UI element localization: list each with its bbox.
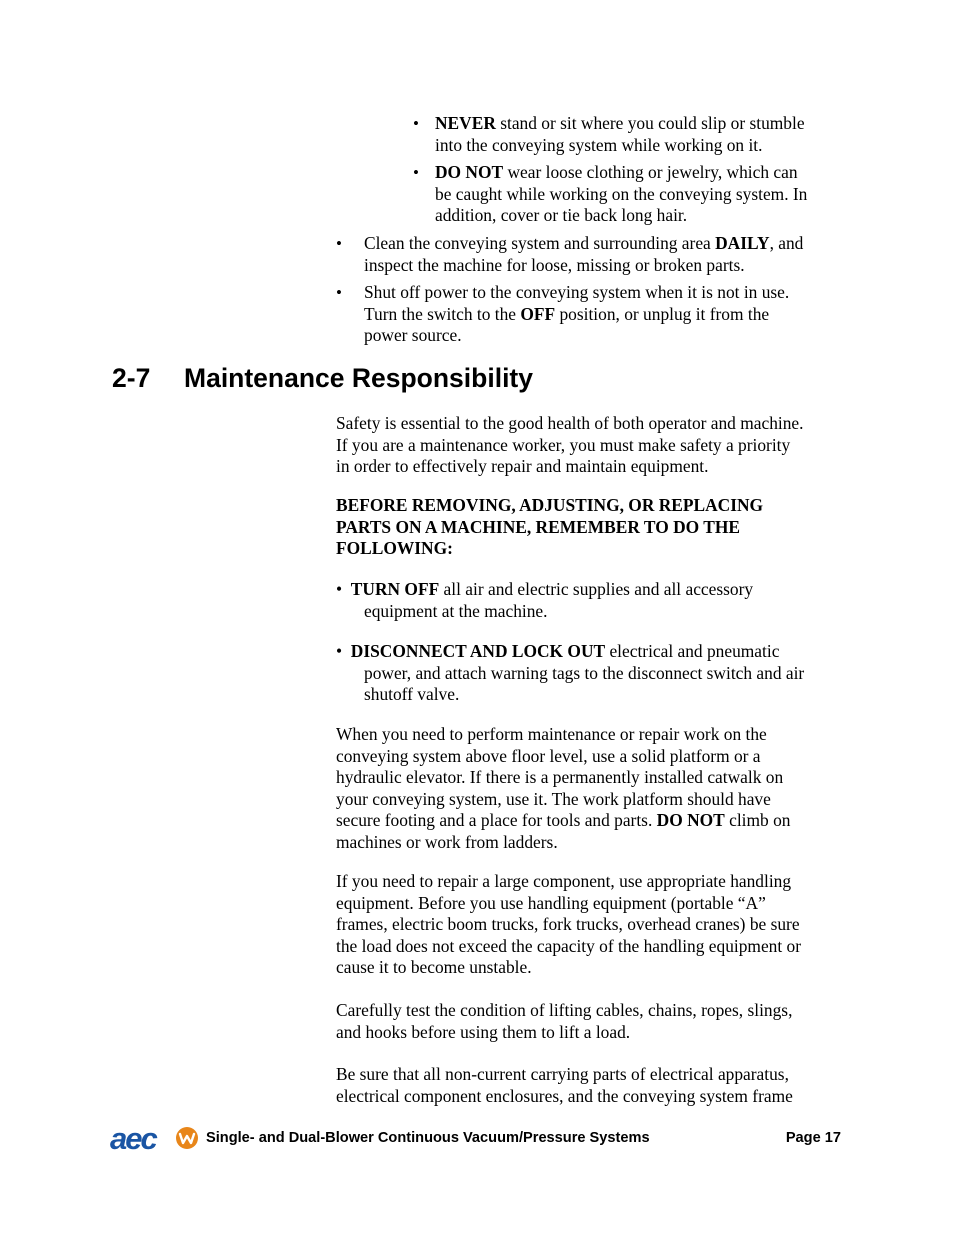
footer-title: Single- and Dual-Blower Continuous Vacuum/Pressure Systems xyxy=(206,1130,650,1146)
logo-text: aec xyxy=(110,1122,156,1156)
platform-paragraph: When you need to perform maintenance or repair work on the conveying system above floor level, use a solid platform or a hydraulic elevator. If there is a permanently installed catwalk on your conveying system, use it. The work platform should have secure footing and a place for tools and parts. DO NOT climb on machines or work from ladders. xyxy=(336,724,791,852)
list-item: • NEVER stand or sit where you could slip or stumble into the conveying system while working on it. xyxy=(413,113,805,155)
nested-bullet-list xyxy=(413,113,855,227)
list-item: • Shut off power to the conveying system when it is not in use. Turn the switch to the OFF position, or unplug it from the power source. xyxy=(336,282,790,346)
bullet-icon: • xyxy=(336,283,342,302)
section-number: 2-7 xyxy=(112,363,151,393)
page-footer xyxy=(110,1122,845,1158)
bullet-icon: • xyxy=(336,641,351,661)
caution-heading: BEFORE REMOVING, ADJUSTING, OR REPLACING PARTS ON A MACHINE, REMEMBER TO DO THE FOLLOWING: xyxy=(336,495,764,559)
step-bullet-lock-out: • DISCONNECT AND LOCK OUT electrical and pneumatic power, and attach warning tags to the disconnect switch and air shutoff valve. xyxy=(336,641,805,705)
aec-logo xyxy=(110,1122,206,1156)
electrical-paragraph: Be sure that all non-current carrying parts of electrical apparatus, electrical component enclosures, and the conveying system frame xyxy=(336,1064,793,1106)
safety-bullet-list xyxy=(336,233,854,347)
page-number: Page 17 xyxy=(785,1130,841,1146)
bullet-icon: • xyxy=(336,579,351,599)
bullet-icon: • xyxy=(413,163,419,182)
step-bullet-turn-off: • TURN OFF all air and electric supplies and all accessory equipment at the machine. xyxy=(336,579,754,621)
list-item: • DO NOT wear loose clothing or jewelry, which can be caught while working on the conveying system. In addition, cover or tie back long hair. xyxy=(413,162,808,226)
bold-warning: DO NOT xyxy=(435,162,504,182)
bold-warning: NEVER xyxy=(435,113,496,133)
list-item: • Clean the conveying system and surrounding area DAILY, and inspect the machine for loose, missing or broken parts. xyxy=(336,233,804,275)
handling-paragraph: If you need to repair a large component, use appropriate handling equipment. Before you use handling equipment (portable “A” frames, electric boom trucks, fork trucks, overhead cranes) be sure the load does not exceed the capacity of the handling equipment or cause it to become unstable. xyxy=(336,871,802,978)
section-heading xyxy=(112,360,533,396)
section-title: Maintenance Responsibility xyxy=(184,363,533,393)
bullet-icon: • xyxy=(336,234,342,253)
testing-paragraph: Carefully test the condition of lifting cables, chains, ropes, slings, and hooks before using them to lift a load. xyxy=(336,1000,793,1042)
intro-paragraph: Safety is essential to the good health of both operator and machine. If you are a maintenance worker, you must make safety a priority in order to effectively repair and maintain equipment. xyxy=(336,413,804,477)
bullet-icon: • xyxy=(413,114,419,133)
